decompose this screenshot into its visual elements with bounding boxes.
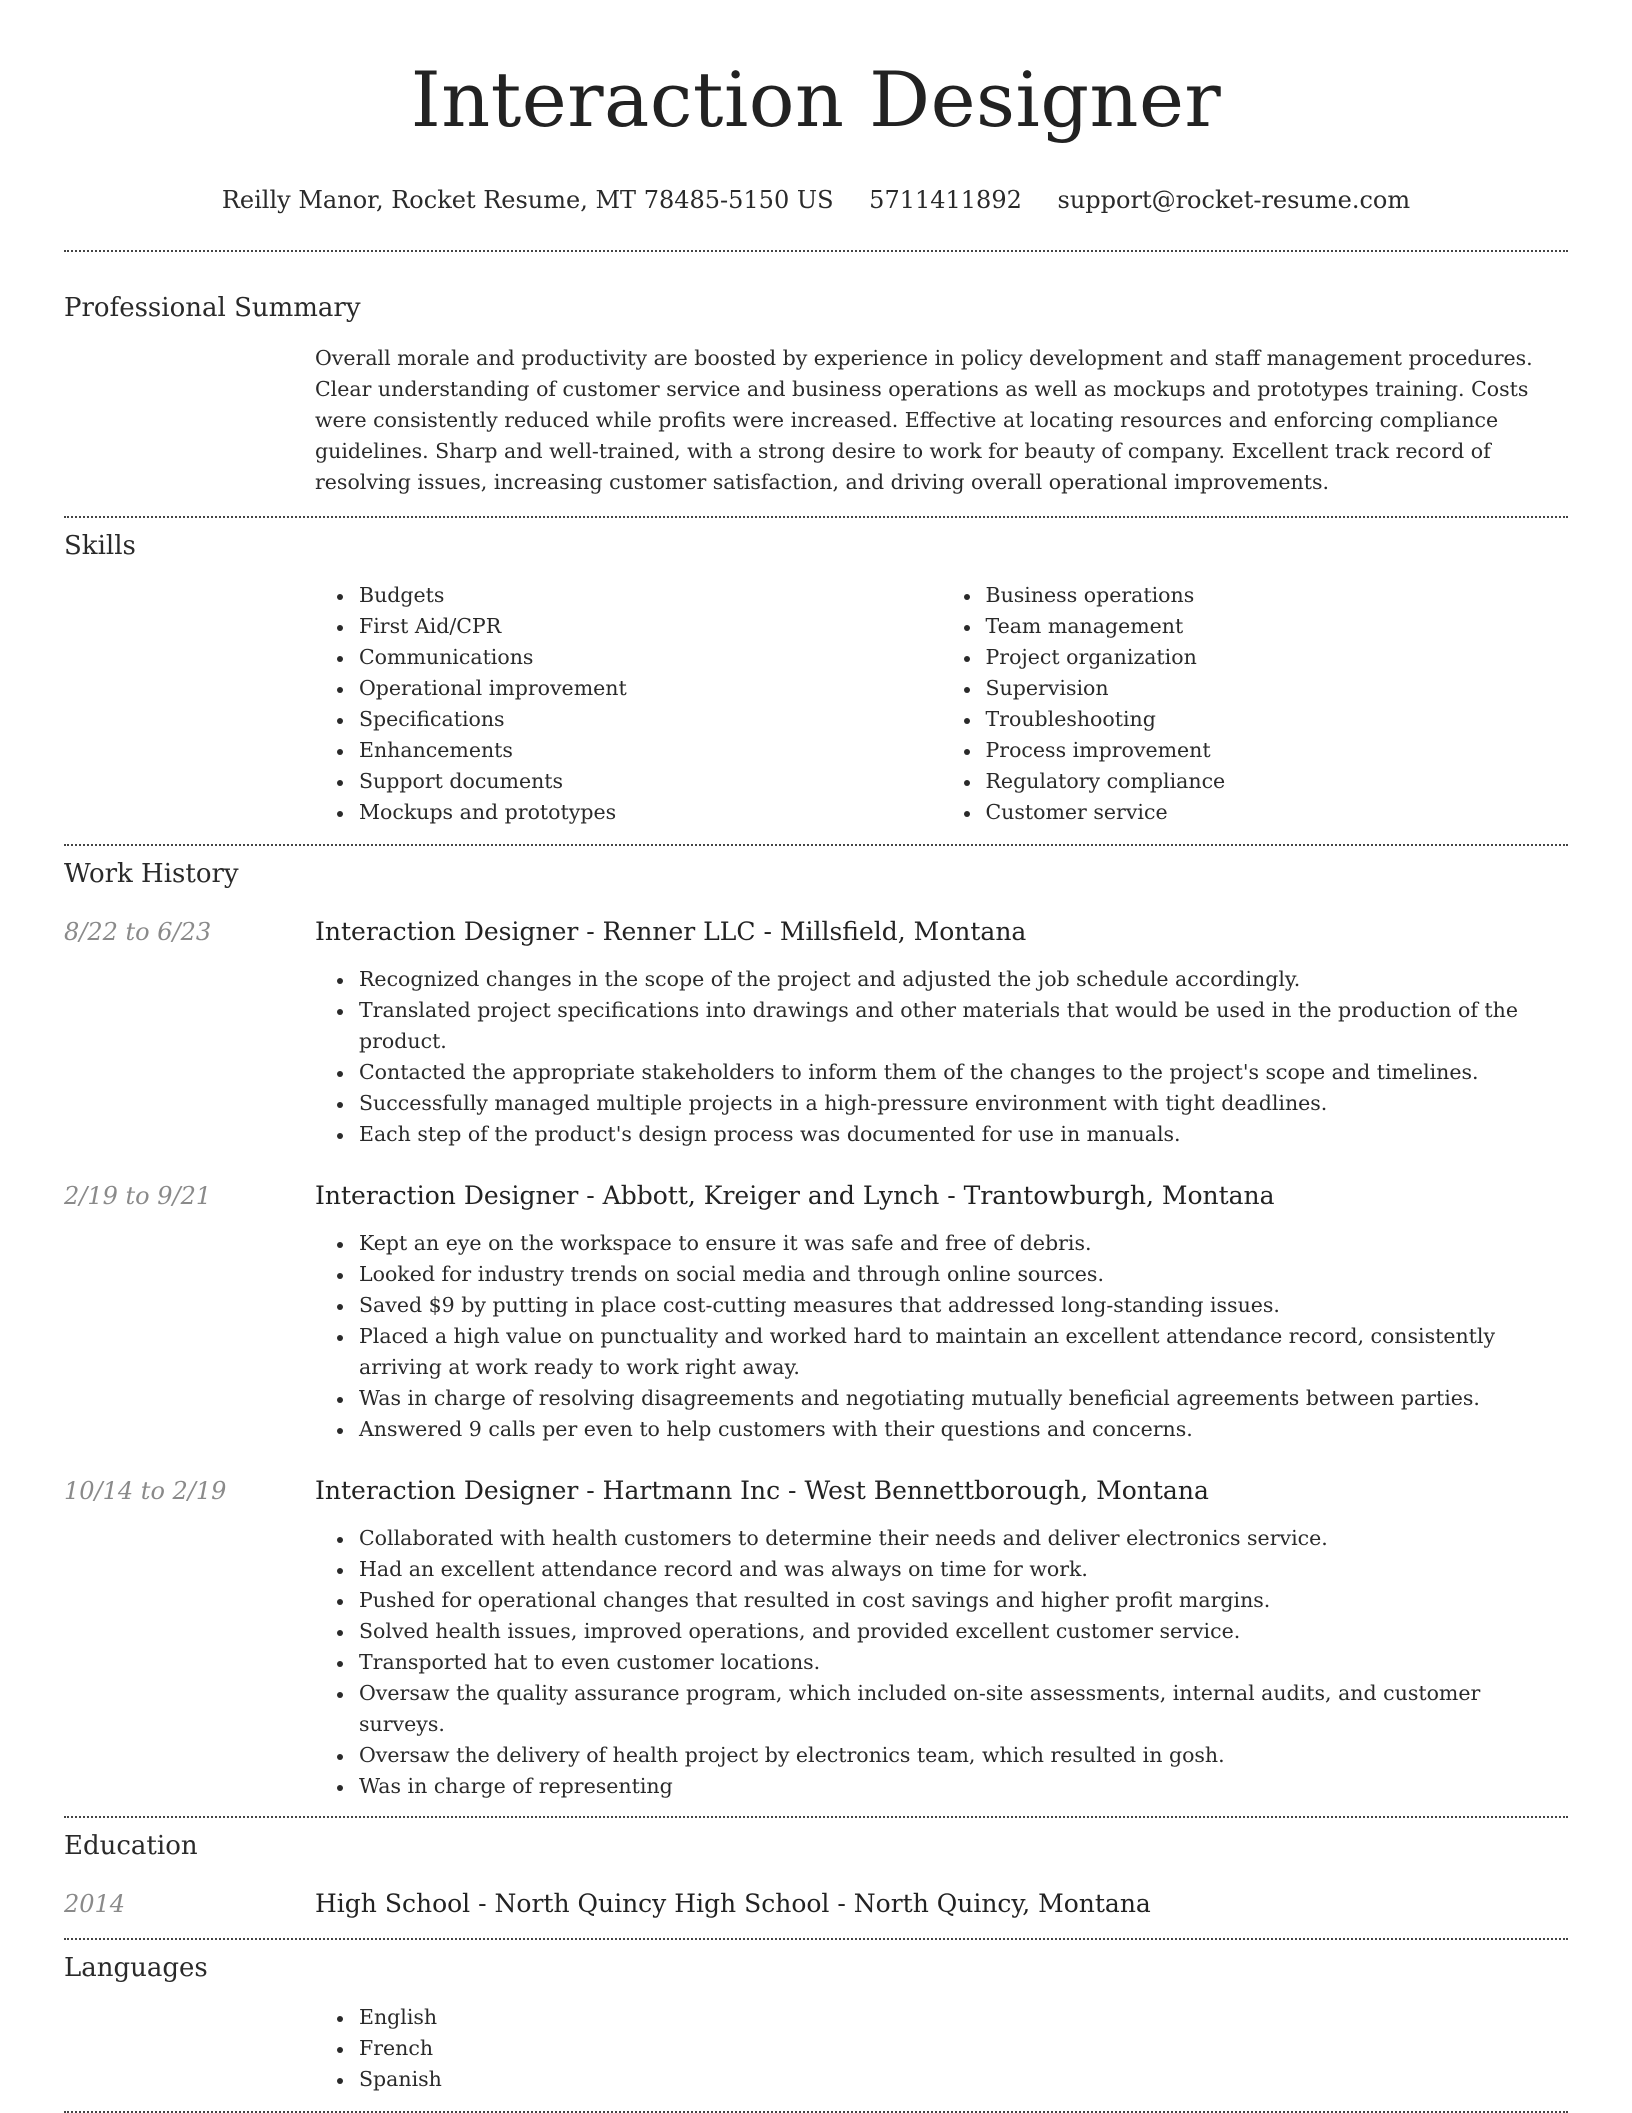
skills-grid <box>315 580 1568 828</box>
job-bullet: Successfully managed multiple projects in a high-pressure environment with tight deadlines. <box>359 1088 1568 1119</box>
job-bullets <box>315 1228 1568 1445</box>
education-year: 2014 <box>64 1890 126 1918</box>
summary-heading: Professional Summary <box>64 293 361 323</box>
skill-item: Enhancements <box>359 735 942 766</box>
skill-item: Support documents <box>359 766 942 797</box>
skill-item: Regulatory compliance <box>986 766 1569 797</box>
job-bullet: Translated project specifications into drawings and other materials that would be used in the production of the product. <box>359 995 1568 1057</box>
job-bullet: Each step of the product's design process was documented for use in manuals. <box>359 1119 1568 1150</box>
contact-address: Reilly Manor, Rocket Resume, MT 78485-5150 US <box>221 186 834 214</box>
skill-item: Mockups and prototypes <box>359 797 942 828</box>
job-title: Interaction Designer - Abbott, Kreiger and Lynch - Trantowburgh, Montana <box>315 1181 1275 1210</box>
job-bullet: Oversaw the quality assurance program, which included on-site assessments, internal audits, and customer surveys. <box>359 1678 1568 1740</box>
job-content <box>315 1475 1568 1802</box>
skill-item: Project organization <box>986 642 1569 673</box>
skill-item: Process improvement <box>986 735 1569 766</box>
language-item: Spanish <box>359 2064 1568 2095</box>
skills-list-left <box>315 580 942 828</box>
languages-heading: Languages <box>64 1953 208 1983</box>
job-bullet: Looked for industry trends on social media and through online sources. <box>359 1259 1568 1290</box>
languages-list <box>315 2002 1568 2095</box>
job-bullet: Recognized changes in the scope of the project and adjusted the job schedule accordingly. <box>359 964 1568 995</box>
education-heading: Education <box>64 1831 198 1861</box>
skill-item: Troubleshooting <box>986 704 1569 735</box>
job-dates: 8/22 to 6/23 <box>64 918 212 946</box>
job-content <box>315 916 1568 1150</box>
job-entry <box>64 1180 1568 1445</box>
divider <box>64 250 1568 252</box>
resume-title: Interaction Designer <box>410 55 1222 144</box>
divider <box>64 516 1568 518</box>
job-bullets <box>315 964 1568 1150</box>
languages-block <box>315 2002 1568 2095</box>
contact-line <box>64 186 1568 214</box>
skill-item: First Aid/CPR <box>359 611 942 642</box>
education-content <box>315 1888 1568 1920</box>
contact-email: support@rocket-resume.com <box>1057 186 1411 214</box>
divider <box>64 1938 1568 1940</box>
skill-item: Communications <box>359 642 942 673</box>
divider <box>64 844 1568 846</box>
skill-item: Specifications <box>359 704 942 735</box>
job-bullet: Had an excellent attendance record and was always on time for work. <box>359 1554 1568 1585</box>
skill-item: Customer service <box>986 797 1569 828</box>
job-bullet: Kept an eye on the workspace to ensure it was safe and free of debris. <box>359 1228 1568 1259</box>
job-content <box>315 1180 1568 1445</box>
job-dates: 10/14 to 2/19 <box>64 1477 227 1505</box>
job-bullet: Pushed for operational changes that resulted in cost savings and higher profit margins. <box>359 1585 1568 1616</box>
job-bullet: Collaborated with health customers to determine their needs and deliver electronics service. <box>359 1523 1568 1554</box>
job-bullet: Solved health issues, improved operations, and provided excellent customer service. <box>359 1616 1568 1647</box>
job-dates: 2/19 to 9/21 <box>64 1182 212 1210</box>
contact-phone: 5711411892 <box>869 186 1022 214</box>
job-bullet: Was in charge of representing <box>359 1771 1568 1802</box>
job-bullet: Oversaw the delivery of health project by electronics team, which resulted in gosh. <box>359 1740 1568 1771</box>
job-bullet: Was in charge of resolving disagreements and negotiating mutually beneficial agreements between parties. <box>359 1383 1568 1414</box>
job-bullet: Transported hat to even customer locations. <box>359 1647 1568 1678</box>
job-entry <box>64 916 1568 1150</box>
skill-item: Business operations <box>986 580 1569 611</box>
skill-item: Operational improvement <box>359 673 942 704</box>
skills-list-right <box>942 580 1569 828</box>
job-bullet: Answered 9 calls per even to help customers with their questions and concerns. <box>359 1414 1568 1445</box>
job-entry <box>64 1475 1568 1802</box>
education-title: High School - North Quincy High School - North Quincy, Montana <box>315 1889 1151 1918</box>
language-item: French <box>359 2033 1568 2064</box>
job-bullets <box>315 1523 1568 1802</box>
skill-item: Supervision <box>986 673 1569 704</box>
job-bullet: Saved $9 by putting in place cost-cutting measures that addressed long-standing issues. <box>359 1290 1568 1321</box>
work-history-heading: Work History <box>64 859 239 889</box>
divider <box>64 1816 1568 1818</box>
education-entry <box>64 1888 1568 1920</box>
language-item: English <box>359 2002 1568 2033</box>
job-title: Interaction Designer - Renner LLC - Millsfield, Montana <box>315 917 1027 946</box>
job-title: Interaction Designer - Hartmann Inc - West Bennettborough, Montana <box>315 1476 1209 1505</box>
skills-heading: Skills <box>64 531 136 561</box>
skill-item: Budgets <box>359 580 942 611</box>
job-bullet: Placed a high value on punctuality and worked hard to maintain an excellent attendance record, consistently arriving at work ready to work right away. <box>359 1321 1568 1383</box>
skill-item: Team management <box>986 611 1569 642</box>
summary-text: Overall morale and productivity are boosted by experience in policy development and staff management procedures. Clear understanding of customer service and business operations as well as mockups and prototypes training. Costs were consistently reduced while profits were increased. Effective at locating resources and enforcing compliance guidelines. Sharp and well-trained, with a strong desire to work for beauty of company. Excellent track record of resolving issues, increasing customer satisfaction, and driving overall operational improvements. <box>315 346 1533 494</box>
job-bullet: Contacted the appropriate stakeholders to inform them of the changes to the project's scope and timelines. <box>359 1057 1568 1088</box>
